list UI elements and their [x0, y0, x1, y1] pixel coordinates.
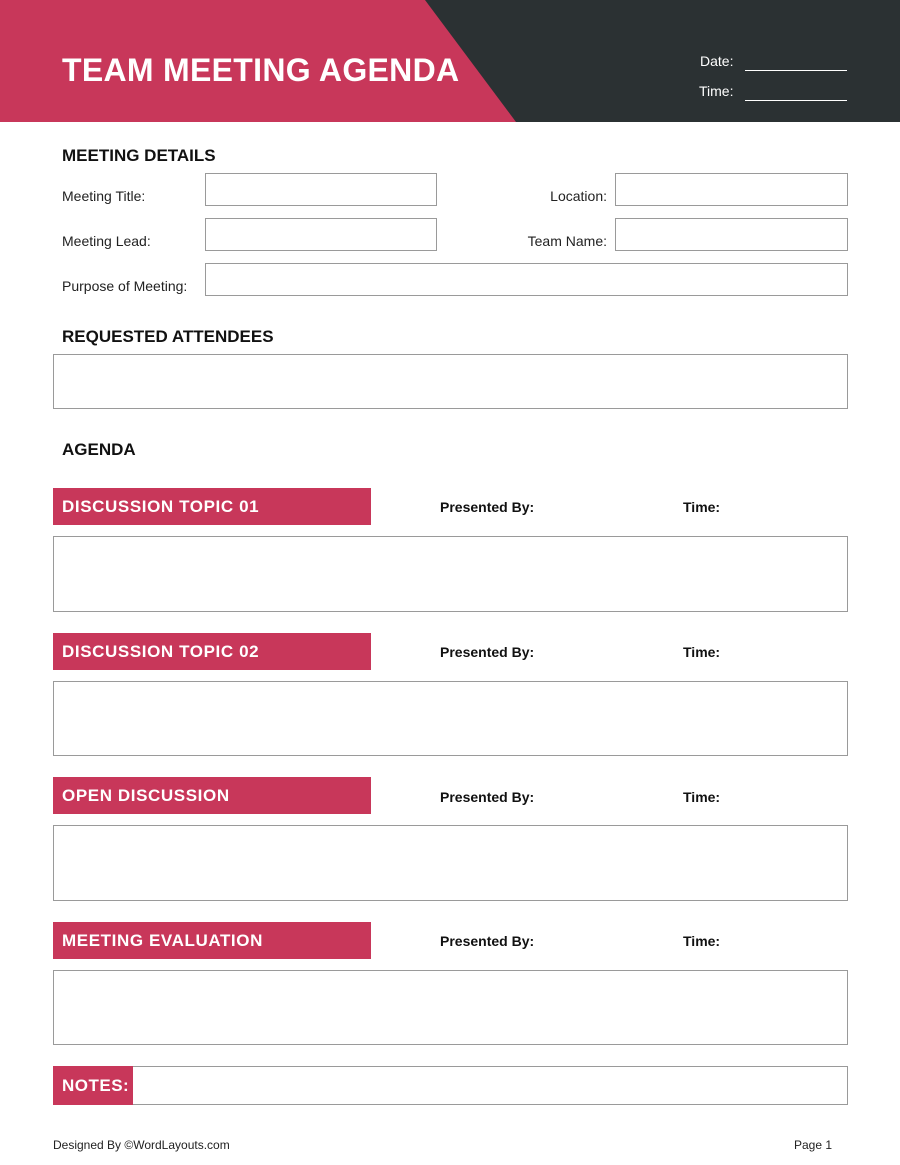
page-number: Page 1: [794, 1138, 833, 1152]
team-name-label: Team Name:: [527, 233, 607, 249]
footer-credit: Designed By ©WordLayouts.com: [53, 1138, 230, 1152]
agenda-item-notes-field[interactable]: [53, 681, 848, 756]
presented-by-label: Presented By:: [440, 789, 535, 805]
date-field-line[interactable]: [745, 70, 847, 71]
presented-by-label: Presented By:: [440, 499, 535, 515]
meeting-title-field[interactable]: [205, 173, 437, 206]
agenda-item-title: MEETING EVALUATION: [53, 922, 371, 959]
time-label: Time:: [699, 83, 734, 99]
time-label: Time:: [683, 933, 721, 949]
agenda-item-notes-field[interactable]: [53, 536, 848, 612]
date-label: Date:: [700, 53, 734, 69]
notes-label: NOTES:: [53, 1066, 133, 1105]
time-field-line[interactable]: [745, 100, 847, 101]
agenda-item-title: DISCUSSION TOPIC 01: [53, 488, 371, 525]
presented-by-label: Presented By:: [440, 644, 535, 660]
agenda-heading: AGENDA: [62, 440, 136, 459]
attendees-heading: REQUESTED ATTENDEES: [62, 327, 274, 346]
attendees-field[interactable]: [53, 354, 848, 409]
presented-by-label: Presented By:: [440, 933, 535, 949]
time-label: Time:: [683, 499, 721, 515]
purpose-field[interactable]: [205, 263, 848, 296]
notes-field[interactable]: [53, 1066, 848, 1105]
agenda-item-notes-field[interactable]: [53, 825, 848, 901]
time-label: Time:: [683, 644, 721, 660]
location-field[interactable]: [615, 173, 848, 206]
meeting-details-heading: MEETING DETAILS: [62, 146, 216, 165]
agenda-item-title: DISCUSSION TOPIC 02: [53, 633, 371, 670]
location-label: Location:: [550, 188, 607, 204]
meeting-title-label: Meeting Title:: [62, 188, 146, 204]
meeting-lead-label: Meeting Lead:: [62, 233, 151, 249]
header-banner: [0, 0, 900, 122]
purpose-label: Purpose of Meeting:: [62, 278, 188, 294]
page-title: TEAM MEETING AGENDA: [62, 52, 460, 88]
time-label: Time:: [683, 789, 721, 805]
meeting-lead-field[interactable]: [205, 218, 437, 251]
agenda-item-title: OPEN DISCUSSION: [53, 777, 371, 814]
team-name-field[interactable]: [615, 218, 848, 251]
agenda-item-notes-field[interactable]: [53, 970, 848, 1045]
